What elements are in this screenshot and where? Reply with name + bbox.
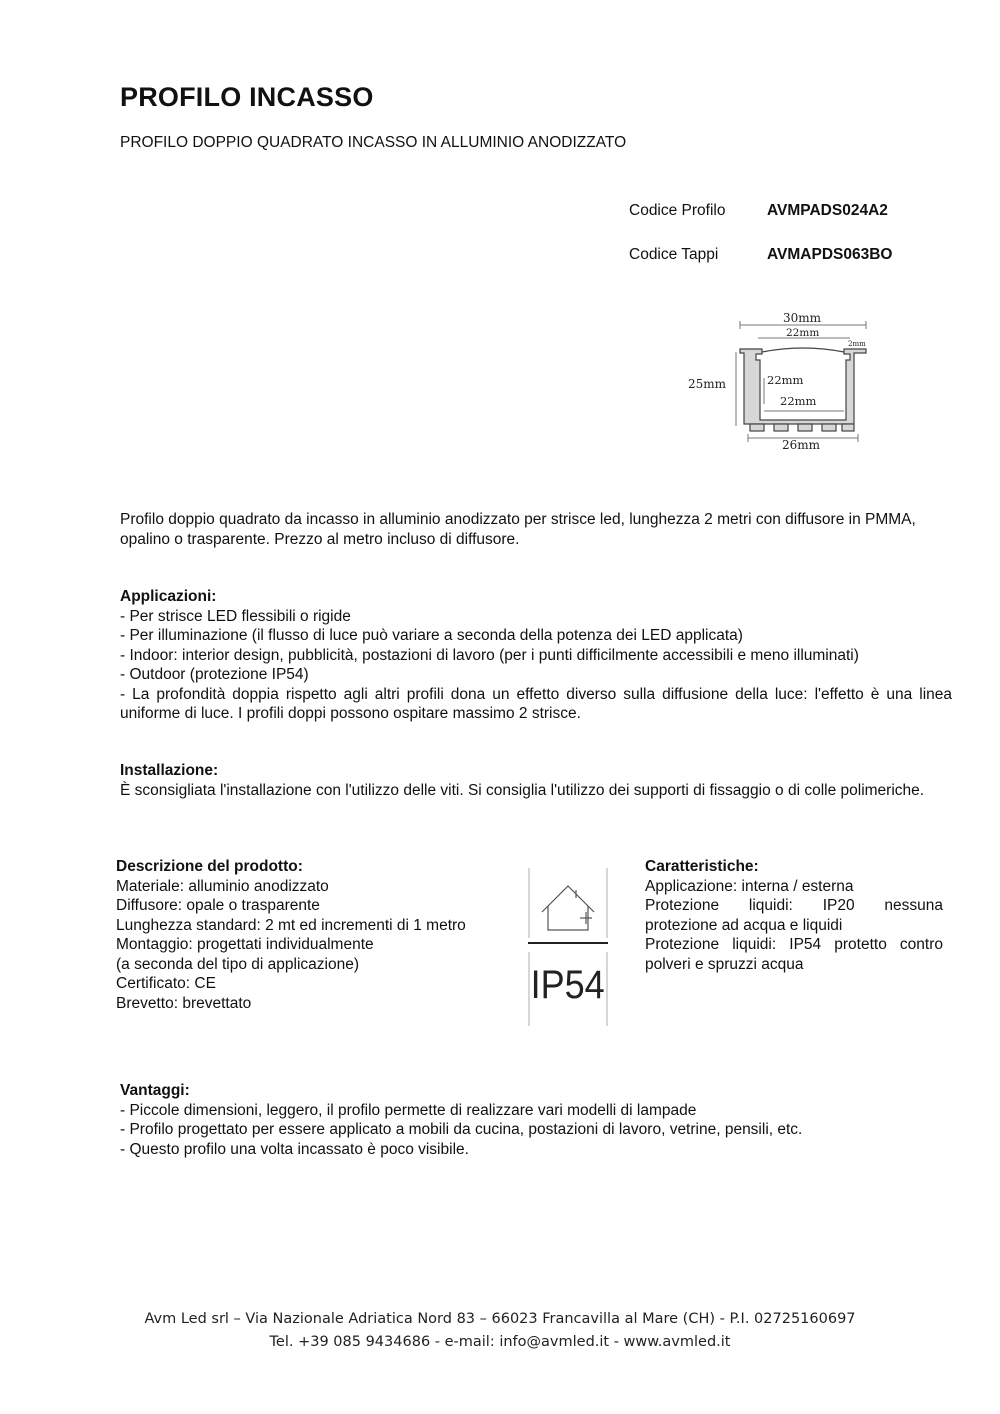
codice-profilo-label: Codice Profilo xyxy=(629,202,726,219)
installazione-text: È sconsigliata l'installazione con l'utilizzo delle viti. Si consiglia l'utilizzo dei supporti di fissaggio o di colle polimeriche. xyxy=(120,781,925,799)
dim-top-inner-label: 22mm xyxy=(786,327,820,339)
list-item: - La profondità doppia rispetto agli altri profili dona un effetto diverso sulla diffusione della luce: l'effetto è una linea uniforme di luce. I profili doppi possono ospitare massimo 2 strisce. xyxy=(120,685,952,722)
profile-foot-5 xyxy=(842,424,854,431)
caratteristiche-line: polveri e spruzzi acqua xyxy=(645,955,804,973)
list-item: Materiale: alluminio anodizzato xyxy=(116,877,329,895)
descrizione-heading: Descrizione del prodotto: xyxy=(116,858,303,875)
codice-profilo-value: AVMPADS024A2 xyxy=(767,202,888,219)
codice-tappi-label: Codice Tappi xyxy=(629,246,719,263)
footer-contacts: Tel. +39 085 9434686 - e-mail: info@avmled.it - www.avmled.it xyxy=(269,1334,731,1350)
caratteristiche-line: Protezione liquidi: IP20 nessuna xyxy=(645,897,943,914)
dim-bottom-label: 26mm xyxy=(782,438,821,452)
vantaggi-heading: Vantaggi: xyxy=(120,1082,190,1099)
dim-height-label: 25mm xyxy=(688,377,727,391)
applicazioni-section xyxy=(120,587,952,724)
list-item: Brevetto: brevettato xyxy=(116,994,252,1012)
installazione-section xyxy=(120,761,952,800)
caratteristiche-line: Applicazione: interna / esterna xyxy=(645,877,854,895)
list-item: Certificato: CE xyxy=(116,975,216,992)
ip54-label: IP54 xyxy=(530,963,605,1008)
footer-address: Avm Led srl – Via Nazionale Adriatica Nord 83 – 66023 Francavilla al Mare (CH) - P.I. 02725160697 xyxy=(144,1311,856,1327)
list-item: - Questo profilo una volta incassato è poco visibile. xyxy=(120,1140,469,1158)
profile-foot-1 xyxy=(750,424,764,431)
house-icon xyxy=(542,886,594,912)
list-item: Montaggio: progettati individualmente xyxy=(116,936,374,953)
ip54-badge xyxy=(528,868,608,1026)
profile-foot-2 xyxy=(774,424,788,431)
list-item: - Profilo progettato per essere applicato a mobili da cucina, postazioni di lavoro, vetrine, pensili, etc. xyxy=(120,1121,803,1138)
profile-section-drawing xyxy=(680,308,880,458)
caratteristiche-line: protezione ad acqua e liquidi xyxy=(645,916,843,934)
list-item: - Outdoor (protezione IP54) xyxy=(120,666,309,683)
caratteristiche-section xyxy=(645,857,943,974)
list-item: - Per illuminazione (il flusso di luce può variare a seconda della potenza dei LED applicata) xyxy=(120,627,743,644)
intro-paragraph: Profilo doppio quadrato da incasso in alluminio anodizzato per strisce led, lunghezza 2 metri con diffusore in PMMA, opalino o trasparente. Prezzo al metro incluso di diffusore. xyxy=(120,511,916,548)
list-item: - Indoor: interior design, pubblicità, postazioni di lavoro (per i punti difficilmente accessibili e meno illuminati) xyxy=(120,646,859,664)
applicazioni-heading: Applicazioni: xyxy=(120,588,217,605)
list-item: Diffusore: opale o trasparente xyxy=(116,897,320,914)
dim-top-outer-label: 30mm xyxy=(783,311,822,325)
codice-tappi-value: AVMAPDS063BO xyxy=(767,246,893,263)
list-item: Lunghezza standard: 2 mt ed incrementi di 1 metro xyxy=(116,916,466,934)
profile-foot-3 xyxy=(798,424,812,431)
installazione-heading: Installazione: xyxy=(120,762,219,779)
profile-foot-4 xyxy=(822,424,836,431)
dim-inner-width-label: 22mm xyxy=(780,394,817,408)
caratteristiche-heading: Caratteristiche: xyxy=(645,858,759,875)
list-item: (a seconda del tipo di applicazione) xyxy=(116,955,359,973)
page-subtitle: PROFILO DOPPIO QUADRATO INCASSO IN ALLUMINIO ANODIZZATO xyxy=(120,134,627,151)
list-item: - Per strisce LED flessibili o rigide xyxy=(120,607,351,625)
list-item: - Piccole dimensioni, leggero, il profilo permette di realizzare vari modelli di lampade xyxy=(120,1101,697,1119)
dim-inner-height-label: 22mm xyxy=(767,373,804,387)
descrizione-section xyxy=(116,857,516,1013)
dim-lip-label: 2mm xyxy=(848,340,866,348)
page-title: PROFILO INCASSO xyxy=(120,82,374,112)
caratteristiche-line: Protezione liquidi: IP54 protetto contro xyxy=(645,936,943,953)
vantaggi-section xyxy=(120,1081,952,1159)
diffuser-curve xyxy=(762,348,844,352)
